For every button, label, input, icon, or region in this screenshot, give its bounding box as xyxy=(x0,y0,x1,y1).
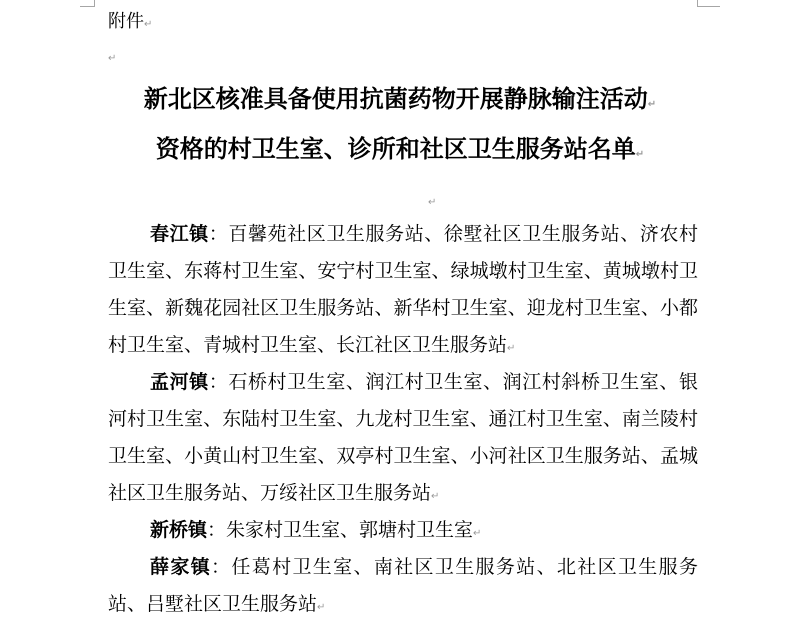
town-name: 新桥镇 xyxy=(150,519,208,541)
empty-paragraph[interactable]: ↵ xyxy=(428,197,437,208)
facility-list: 百馨苑社区卫生服务站、徐墅社区卫生服务站、济农村卫生室、东蒋村卫生室、安宁村卫生室、绿城墩村卫生室、黄城墩村卫生室、新魏花园社区卫生服务站、新华村卫生室、迎龙村卫生室、小都村卫生室、青城村卫生室、长江社区卫生服务站 xyxy=(108,223,698,356)
town-paragraph-xuejia[interactable]: 薛家镇：任葛村卫生室、南社区卫生服务站、北社区卫生服务站、吕墅社区卫生服务站↵ xyxy=(108,556,698,615)
town-paragraph-xinqiao[interactable]: 新桥镇：朱家村卫生室、郭塘村卫生室↵ xyxy=(150,519,482,541)
town-name: 孟河镇 xyxy=(150,371,209,393)
town-name: 春江镇 xyxy=(150,223,209,245)
facility-list: 朱家村卫生室、郭塘村卫生室 xyxy=(226,519,474,541)
margin-corner-mark-right xyxy=(697,0,720,7)
margin-corner-mark-left xyxy=(80,0,95,7)
town-name: 薛家镇 xyxy=(150,556,212,578)
town-paragraph-chunjiang[interactable]: 春江镇：百馨苑社区卫生服务站、徐墅社区卫生服务站、济农村卫生室、东蒋村卫生室、安宁村卫生室、绿城墩村卫生室、黄城墩村卫生室、新魏花园社区卫生服务站、新华村卫生室、迎龙村卫生室、小都村卫生室、青城村卫生室、长江社区卫生服务站↵ xyxy=(108,223,698,356)
document-title-line-1[interactable]: 新北区核准具备使用抗菌药物开展静脉输注活动↵ xyxy=(143,85,657,113)
document-title-line-2[interactable]: 资格的村卫生室、诊所和社区卫生服务站名单↵ xyxy=(155,135,645,163)
facility-list: 任葛村卫生室、南社区卫生服务站、北社区卫生服务站、吕墅社区卫生服务站 xyxy=(108,556,698,615)
empty-paragraph[interactable]: ↵ xyxy=(108,53,117,64)
attachment-label[interactable]: 附件↵ xyxy=(108,11,153,32)
facility-list: 石桥村卫生室、润江村卫生室、润江村斜桥卫生室、银河村卫生室、东陆村卫生室、九龙村卫生室、通江村卫生室、南兰陵村卫生室、小黄山村卫生室、双亭村卫生室、小河社区卫生服务站、孟城社区卫生服务站、万绥社区卫生服务站 xyxy=(108,371,698,504)
town-paragraph-menghe[interactable]: 孟河镇：石桥村卫生室、润江村卫生室、润江村斜桥卫生室、银河村卫生室、东陆村卫生室、九龙村卫生室、通江村卫生室、南兰陵村卫生室、小黄山村卫生室、双亭村卫生室、小河社区卫生服务站、孟城社区卫生服务站、万绥社区卫生服务站↵ xyxy=(108,371,698,504)
